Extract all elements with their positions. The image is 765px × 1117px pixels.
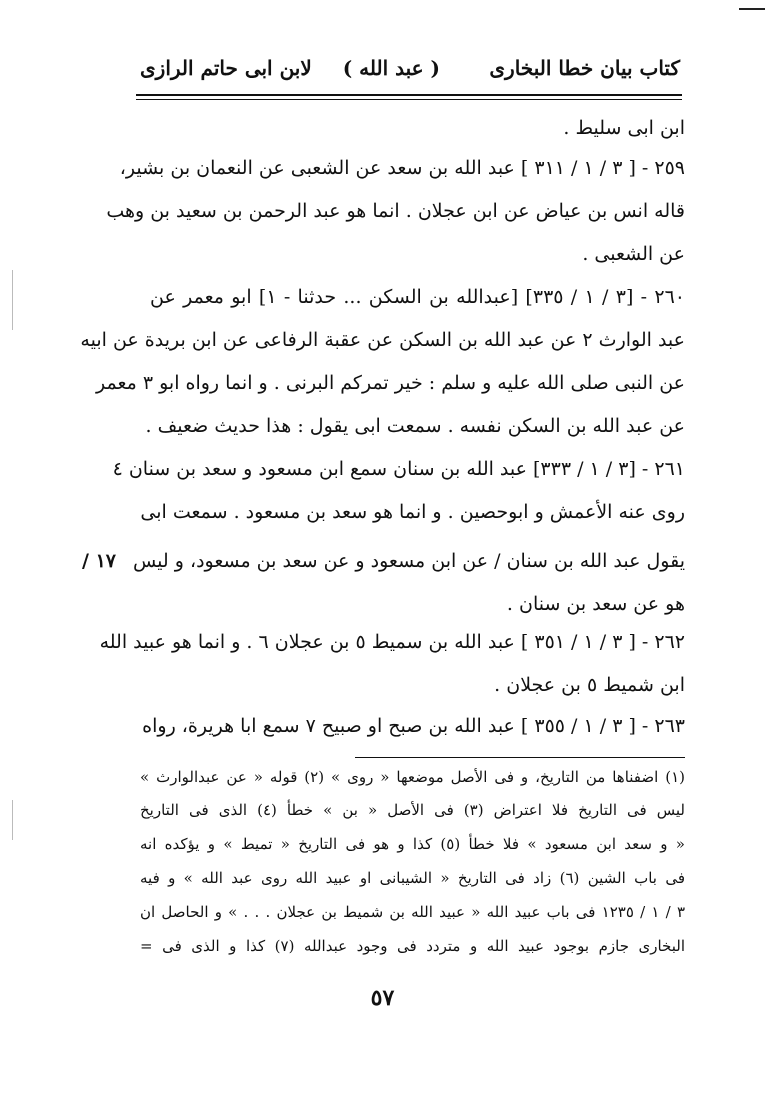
footnote-line: فى باب الشين (٦) زاد فى التاريخ « الشيبانى او عبيد الله روى عبد الله » و فيه xyxy=(140,869,685,887)
footnote-line: « و سعد ابن مسعود » فلا خطأ (٥) كذا و هو فى التاريخ « تميط » و يؤكده انه xyxy=(140,835,685,853)
author-name: لابن ابى حاتم الرازى xyxy=(140,56,312,80)
margin-folio-note: ١٧ / xyxy=(82,550,116,572)
book-title: كتاب بيان خطا البخارى xyxy=(489,56,680,80)
page-number: ٥٧ xyxy=(370,985,395,1011)
running-header xyxy=(140,56,680,92)
text-line: ٢٦٣ - [ ٣ / ١ / ٣٥٥ ] عبد الله بن صبح او صبيح ٧ سمع ابا هريرة، رواه xyxy=(142,715,685,737)
footnote-rule xyxy=(355,757,685,758)
text-line: عن النبى صلى الله عليه و سلم : خير تمركم البرنى . و انما رواه ابو ٣ معمر xyxy=(95,372,685,394)
text-line: ابن ابى سليط . xyxy=(563,117,685,139)
footnote-line: ليس فى التاريخ فلا اعتراض (٣) فى الأصل « بن » خطأ (٤) الذى فى التاريخ xyxy=(140,801,685,819)
text-line: روى عنه الأعمش و ابوحصين . و انما هو سعد بن مسعود . سمعت ابى xyxy=(140,501,685,523)
margin-dash xyxy=(12,800,13,840)
text-line: يقول عبد الله بن سنان / عن ابن مسعود و عن سعد بن مسعود، و ليس xyxy=(132,550,685,572)
header-rule-thin xyxy=(136,99,682,100)
section-title: ( عبد الله ) xyxy=(342,56,440,80)
text-line: عن عبد الله بن السكن نفسه . سمعت ابى يقول : هذا حديث ضعيف . xyxy=(145,415,685,437)
text-line: عن الشعبى . xyxy=(582,243,685,265)
text-line: ٢٦١ - [٣ / ١ / ٣٣٣] عبد الله بن سنان سمع ابن مسعود و سعد بن سنان ٤ xyxy=(112,458,685,480)
text-line: عبد الوارث ٢ عن عبد الله بن السكن عن عقبة الرفاعى عن ابن بريدة عن ابيه xyxy=(80,329,685,351)
corner-mark xyxy=(739,0,765,10)
text-line: ٢٦٠ - [٣ / ١ / ٣٣٥] [عبدالله بن السكن ... حدثنا - ١] ابو معمر عن xyxy=(150,286,686,308)
footnote-line: البخارى جازم بوجود عبيد الله و متردد فى وجود عبدالله (٧) كذا و الذى فى = xyxy=(140,937,685,955)
text-line: قاله انس بن عياض عن ابن عجلان . انما هو عبد الرحمن بن سعيد بن وهب xyxy=(106,200,685,222)
margin-dash xyxy=(12,270,13,330)
text-line: هو عن سعد بن سنان . xyxy=(506,593,685,615)
footnote-line: ٣ / ١ / ١٢٣٥ فى باب عبيد الله « عبيد الله بن شميط بن عجلان . . . » و الحاصل ان xyxy=(140,903,686,921)
text-line: ٢٦٢ - [ ٣ / ١ / ٣٥١ ] عبد الله بن سميط ٥ بن عجلان ٦ . و انما هو عبيد الله xyxy=(99,631,685,653)
text-line: ابن شميط ٥ بن عجلان . xyxy=(494,674,685,696)
footnote-line: (١) اضفناها من التاريخ، و فى الأصل موضعها « روى » (٢) قوله « عن عبدالوارث » xyxy=(140,768,685,786)
header-rule xyxy=(136,94,682,96)
text-line: ٢٥٩ - [ ٣ / ١ / ٣١١ ] عبد الله بن سعد عن الشعبى عن النعمان بن بشير، xyxy=(119,157,685,179)
